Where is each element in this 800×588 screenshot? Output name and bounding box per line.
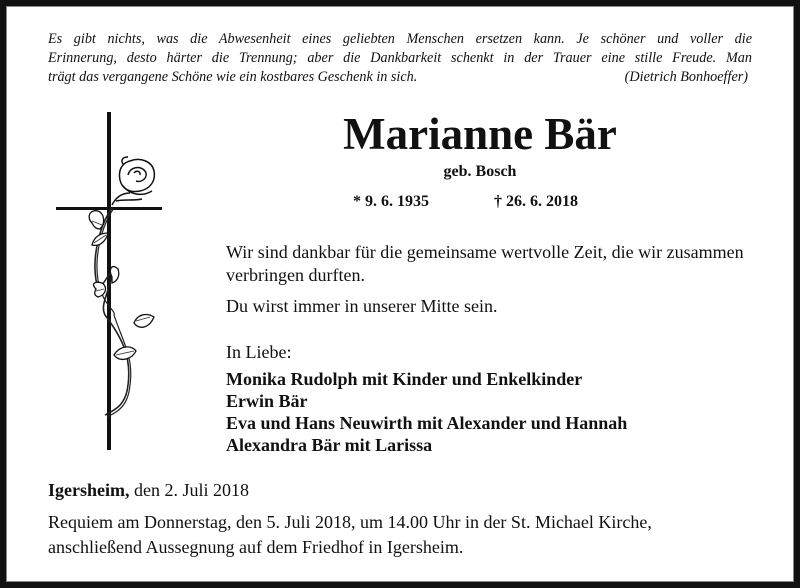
mourner-3: Eva und Hans Neuwirth mit Alexander und Hannah — [226, 413, 628, 433]
deceased-name: Marianne Bär — [343, 109, 617, 159]
quote-author: (Dietrich Bonhoeffer) — [624, 69, 748, 85]
mourner-1: Monika Rudolph mit Kinder und Enkelkinder — [226, 369, 583, 389]
quote-line-3 — [48, 68, 752, 87]
notice-date: den 2. Juli 2018 — [129, 480, 249, 500]
requiem-info — [48, 510, 652, 560]
cross-with-rose-icon — [50, 105, 175, 455]
quote-line-2: Erinnerung, desto härter die Trennung; aber die Dankbarkeit schenkt in der Trauer eine stille Freude. Man — [48, 50, 752, 66]
mourner-4: Alexandra Bär mit Larissa — [226, 435, 433, 455]
bonhoeffer-quote — [48, 30, 752, 87]
maiden-name: geb. Bosch — [443, 163, 517, 180]
place-name: Igersheim, — [48, 480, 130, 500]
requiem-line-2: anschließend Aussegnung auf dem Friedhof in Igersheim. — [48, 537, 464, 557]
mourners-list — [226, 368, 627, 456]
death-date: † 26. 6. 2018 — [494, 193, 578, 210]
mourner-2: Erwin Bär — [226, 391, 308, 411]
presence-text: Du wirst immer in unserer Mitte sein. — [226, 296, 498, 316]
requiem-line-1: Requiem am Donnerstag, den 5. Juli 2018, um 14.00 Uhr in der St. Michael Kirche, — [48, 512, 652, 532]
quote-line-3-text: trägt das vergangene Schöne wie ein kostbares Geschenk in sich. — [48, 69, 418, 85]
place-date-line — [48, 480, 249, 501]
quote-line-1: Es gibt nichts, was die Abwesenheit eines geliebten Menschen ersetzen kann. Je schöner und voller die — [48, 31, 752, 47]
love-intro: In Liebe: — [226, 342, 292, 362]
birth-date: * 9. 6. 1935 — [353, 193, 429, 210]
gratitude-text: Wir sind dankbar für die gemeinsame wertvolle Zeit, die wir zusammen verbringen durften. — [226, 242, 744, 285]
